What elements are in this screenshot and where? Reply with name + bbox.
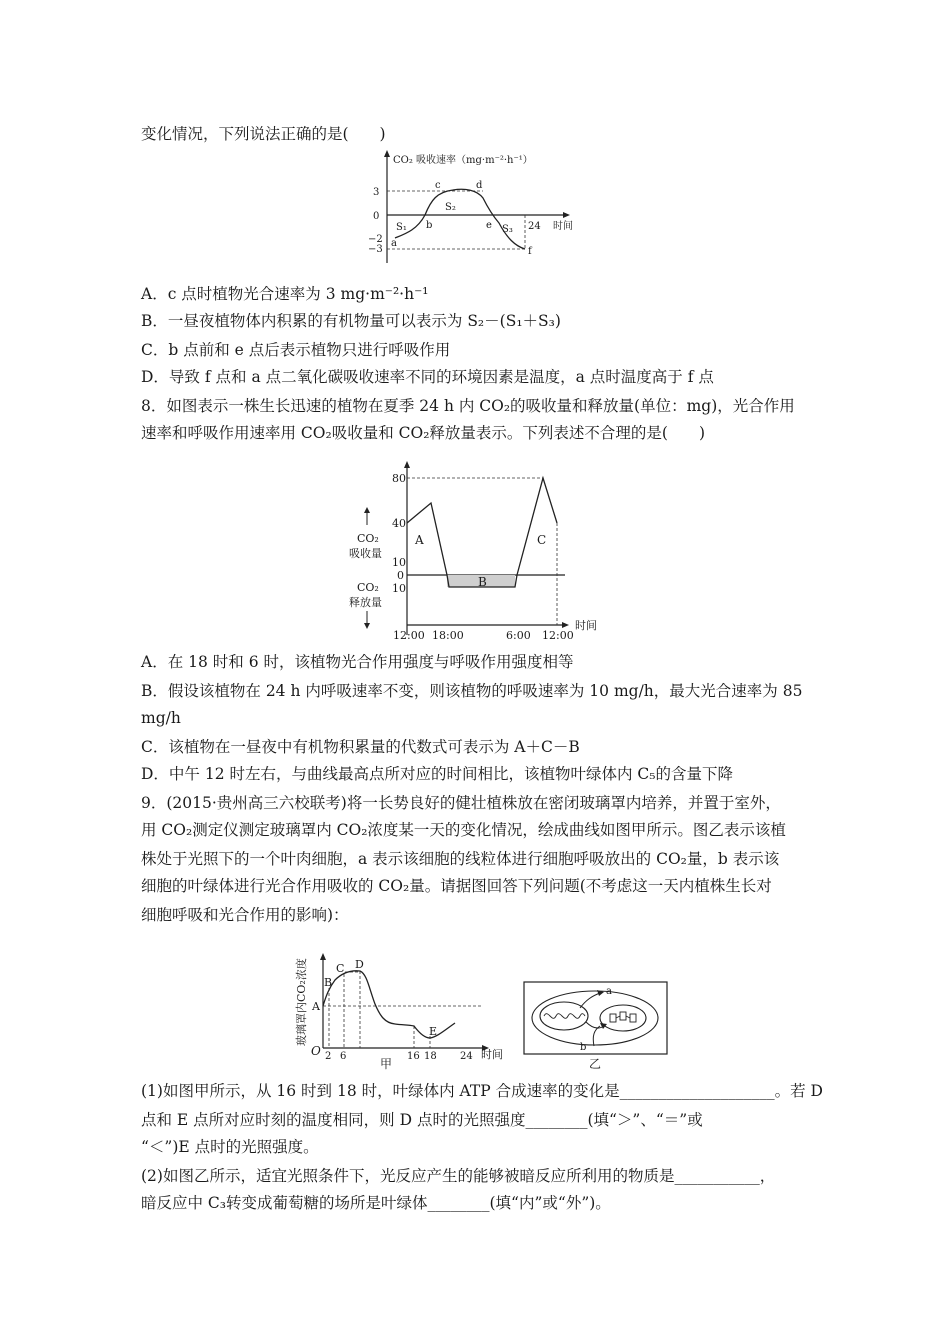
q8-curve: [407, 478, 557, 587]
q9-sub1-line-2: 点和 E 点所对应时刻的温度相同，则 D 点时的光照强度________(填“＞”、“＝”或: [141, 1111, 703, 1129]
q8-area-c: C: [537, 533, 547, 547]
q7-point-e: e: [486, 220, 492, 231]
q8-option-b: B．假设该植物在 24 h 内呼吸速率不变，则该植物的呼吸速率为 10 mg/h，最大光合速率为 85: [141, 682, 803, 700]
q8-xtick-1800: 18:00: [432, 629, 464, 642]
q8-ytick-80: 80: [392, 472, 406, 485]
q8-ytick-0: 0: [397, 569, 404, 582]
q9-jia-point-e: E: [429, 1025, 438, 1038]
q8-option-c: C．该植物在一昼夜中有机物积累量的代数式可表示为 A＋C－B: [141, 738, 580, 756]
q9-stem-line-2: 用 CO₂测定仪测定玻璃罩内 CO₂浓度某一天的变化情况，绘成曲线如图甲所示。图乙表示该植: [141, 821, 786, 839]
q9-yi-label-b: b: [580, 1042, 587, 1053]
q7-stem: 变化情况，下列说法正确的是( ): [141, 125, 386, 143]
q9-jia-ylabel: 玻璃罩内CO₂浓度: [295, 958, 308, 1046]
q8-ytick-40: 40: [392, 517, 406, 530]
q8-area-b: B: [478, 575, 487, 589]
q8-option-b-cont: mg/h: [141, 709, 181, 727]
q9-sub2-line-1: (2)如图乙所示，适宜光照条件下，光反应产生的能够被暗反应所利用的物质是___________，: [141, 1167, 776, 1185]
q9-jia-xtick-24: 24: [460, 1051, 473, 1062]
q8-ylabel-top-1: CO₂: [357, 532, 379, 545]
q9-yi-chloroplast: [600, 1005, 646, 1031]
q7-option-a: A．c 点时植物光合速率为 3 mg·m⁻²·h⁻¹: [141, 285, 429, 303]
q8-option-d: D．中午 12 时左右，与曲线最高点所对应的时间相比，该植物叶绿体内 C₅的含量下降: [141, 765, 734, 783]
q8-xtick-600: 6:00: [506, 629, 531, 642]
q8-xlabel: 时间: [575, 619, 597, 632]
q9-sub1-line-1: (1)如图甲所示，从 16 时到 18 时，叶绿体内 ATP 合成速率的变化是____________________。若 D: [141, 1082, 823, 1100]
q7-area-s2: S₂: [445, 202, 456, 213]
q9-jia-point-d: D: [355, 958, 364, 971]
q7-point-d: d: [476, 180, 483, 191]
q7-ylabel: CO₂ 吸收速率（mg·m⁻²·h⁻¹）: [393, 155, 533, 166]
q7-option-b: B．一昼夜植物体内积累的有机物量可以表示为 S₂－(S₁＋S₃): [141, 312, 561, 330]
q9-yi-label-a: a: [606, 986, 612, 997]
q8-chart: [335, 455, 605, 645]
q7-option-c: C．b 点前和 e 点后表示植物只进行呼吸作用: [141, 341, 451, 359]
q9-sub2-line-2: 暗反应中 C₃转变成葡萄糖的场所是叶绿体________(填“内”或“外”)。: [141, 1194, 611, 1212]
q8-ytick-10-top: 10: [392, 556, 406, 569]
q7-point-b: b: [426, 220, 433, 231]
q9-jia-caption: 甲: [380, 1057, 393, 1070]
q8-area-a: A: [415, 533, 424, 547]
q9-jia-xtick-2: 2: [325, 1051, 332, 1062]
q9-sub1-line-3: “＜”)E 点时的光照强度。: [141, 1138, 319, 1156]
q9-stem-line-1: 9．(2015·贵州高三六校联考)将一长势良好的健壮植株放在密闭玻璃罩内培养，并置于室外，: [141, 794, 781, 812]
q8-ylabel-top-2: 吸收量: [349, 547, 382, 560]
q8-ylabel-bottom-1: CO₂: [357, 581, 379, 594]
q7-xlabel: 时间: [553, 221, 573, 232]
q7-ytick-3: 3: [373, 187, 380, 198]
q7-chart: [365, 148, 590, 266]
q9-yi-caption: 乙: [589, 1057, 602, 1070]
q7-area-s3: S₃: [502, 224, 513, 235]
q9-jia-point-a: A: [312, 1000, 320, 1013]
q7-ytick-0: 0: [373, 211, 380, 222]
q9-fig-yi: [522, 978, 672, 1070]
q9-jia-xlabel: 时间: [481, 1048, 503, 1061]
q7-option-d: D．导致 f 点和 a 点二氧化碳吸收速率不同的环境因素是温度，a 点时温度高于 f 点: [141, 368, 714, 386]
q9-jia-xtick-18: 18: [424, 1051, 437, 1062]
q7-area-s1: S₁: [396, 222, 407, 233]
q7-xtick-24: 24: [528, 221, 541, 232]
q9-jia-xtick-6: 6: [340, 1051, 347, 1062]
q7-point-a: a: [391, 238, 397, 249]
q8-xtick-1200b: 12:00: [542, 629, 574, 642]
q7-ytick-neg3: −3: [368, 244, 383, 255]
q7-point-c: c: [435, 180, 441, 191]
q9-stem-line-4: 细胞的叶绿体进行光合作用吸收的 CO₂量。请据图回答下列问题(不考虑这一天内植株生长对: [141, 877, 772, 895]
q7-point-f: f: [528, 246, 532, 257]
q9-jia-origin: O: [311, 1044, 321, 1058]
q9-stem-line-3: 株处于光照下的一个叶肉细胞，a 表示该细胞的线粒体进行细胞呼吸放出的 CO₂量，b 表示该: [141, 850, 780, 868]
q7-ytick-neg2: −2: [368, 234, 383, 245]
q8-stem-line-1: 8．如图表示一株生长迅速的植物在夏季 24 h 内 CO₂的吸收量和释放量(单位：mg)，光合作用: [141, 397, 795, 415]
q8-option-a: A．在 18 时和 6 时，该植物光合作用强度与呼吸作用强度相等: [141, 653, 574, 671]
q7-curve: [395, 189, 525, 249]
q9-stem-line-5: 细胞呼吸和光合作用的影响)：: [141, 906, 349, 924]
q8-xtick-1200a: 12:00: [393, 629, 425, 642]
q8-ytick-10-bottom: 10: [392, 582, 406, 595]
q8-ylabel-bottom-2: 释放量: [349, 596, 382, 609]
q8-stem-line-2: 速率和呼吸作用速率用 CO₂吸收量和 CO₂释放量表示。下列表述不合理的是( ): [141, 424, 706, 442]
q9-jia-xtick-16: 16: [407, 1051, 420, 1062]
q9-jia-point-b: B: [324, 976, 333, 989]
q9-fig-jia: [285, 948, 513, 1070]
q9-jia-point-c: C: [336, 962, 345, 975]
q9-yi-cell: [532, 991, 658, 1045]
